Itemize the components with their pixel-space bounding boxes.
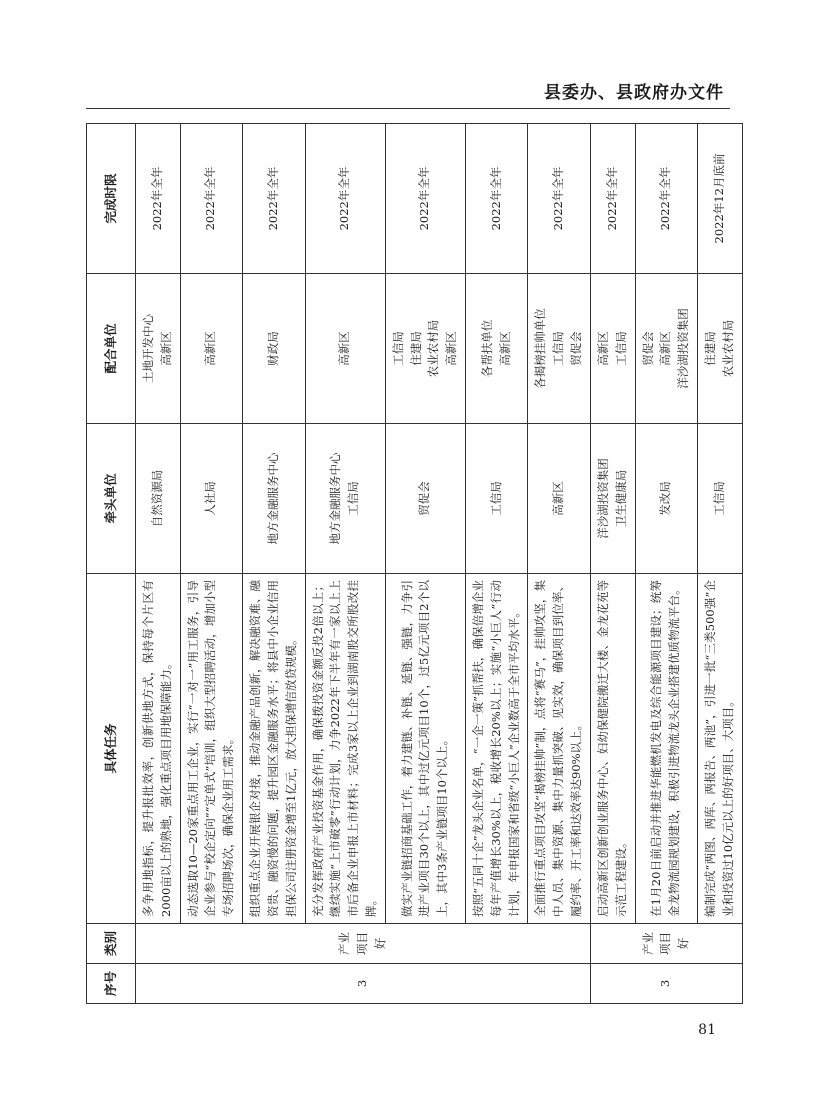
assist-unit-name: 土地开发中心 (141, 314, 155, 383)
lead-unit-name: 自然资源局 (149, 469, 164, 528)
assist-unit-name: 财政局 (265, 331, 280, 366)
assist-unit-cell (136, 274, 181, 424)
assist-unit-name: 高新区 (658, 331, 673, 366)
assist-unit-cell (243, 274, 305, 424)
assist-unit-cell (635, 274, 697, 424)
table-row (305, 124, 385, 1004)
lead-unit-name: 人社局 (203, 481, 218, 516)
assist-unit-name: 住建局 (702, 331, 717, 366)
task-cell: 按照“五同十企”龙头企业名单，“一企一策”抓帮扶，确保倍增企业每年产值增长30%以上，税收增长20%以上；实施“小巨人”行动计划，年申报国家和省级“小巨人”企业数高于全市平均水平。 (466, 574, 528, 924)
assist-unit-name: 贸促会 (569, 331, 584, 366)
lead-unit-name: 工信局 (488, 481, 503, 516)
deadline-cell: 2022年全年 (136, 124, 181, 274)
lead-unit-cell (385, 424, 465, 574)
table-row (697, 124, 742, 1004)
assist-unit-name: 工信局 (551, 331, 566, 366)
lead-unit-cell (180, 424, 242, 574)
assist-unit-name: 各揭榜挂帅单位 (533, 308, 548, 389)
col-header-deadline: 完成时限 (87, 124, 136, 274)
lead-unit-cell (590, 424, 635, 574)
deadline-cell: 2022年12月底前 (697, 124, 742, 274)
table-row (136, 124, 181, 1004)
task-cell: 组织重点企业开展银企对接，推动金融产品创新，解决融资难、融资贵、融资慢的问题，提升园区金融服务水平；将县中小企业信用担保公司注册资金增至1亿元，放大担保增信放贷规模。 (243, 574, 305, 924)
table-row (180, 124, 242, 1004)
table-header-row (87, 124, 136, 1004)
assist-unit-cell (697, 274, 742, 424)
category-cell: 产业项目好 (590, 924, 742, 964)
assist-unit-name: 农业农村局 (720, 319, 735, 378)
task-cell: 在1月20日前启动并推进华能燃机发电及综合能源项目建设；统筹金龙物流园规划建设，积极引进物流龙头企业搭建优质物流平台。 (635, 574, 697, 924)
seq-cell: 3 (590, 964, 742, 1004)
lead-unit-name: 贸促会 (417, 481, 432, 516)
deadline-cell: 2022年全年 (385, 124, 465, 274)
assist-unit-name: 贸促会 (640, 331, 655, 366)
task-cell: 做实产业链招商基础工作，着力建链、补链、延链、强链，力争引进产业项目30个以上，其中过亿元项目10个，过5亿元项目2个以上，其中3条产业链项目10个以上。 (385, 574, 465, 924)
lead-unit-name: 工信局 (711, 481, 726, 516)
lead-unit-cell (243, 424, 305, 574)
deadline-cell: 2022年全年 (635, 124, 697, 274)
task-cell: 启动高新区创新创业服务中心、妇幼保健院搬迁大楼、金龙花苑等示范工程建设。 (590, 574, 635, 924)
page-header-title: 县委办、县政府办文件 (544, 83, 724, 103)
lead-unit-name: 地方金融服务中心 (265, 452, 280, 545)
task-cell: 全面推行重点项目攻坚“揭榜挂帅”制，点将“赛马”，挂帅攻坚，集中人员、集中资源、集中力量抓突破、见实效，确保项目到位率、履约率、开工率和达效率达90%以上。 (528, 574, 590, 924)
task-cell: 编制完成“两图、两库、两报告、两池”，引进一批“三类500强”企业和投资过10亿元以上的好项目、大项目。 (697, 574, 742, 924)
task-cell: 充分发挥政府产业投资基金作用，确保拨投资金额反投2倍以上；继续实施“上市破零”行动计划，力争2022年下半年有一家以上上市后备企业申报上市材料；完成3家以上企业到湖南股交所股改挂牌。 (305, 574, 385, 924)
assist-unit-cell (590, 274, 635, 424)
assist-unit-name: 高新区 (595, 331, 610, 366)
table-row (635, 124, 697, 1004)
deadline-cell: 2022年全年 (528, 124, 590, 274)
assist-unit-name: 高新区 (497, 331, 512, 366)
assist-unit-name: 高新区 (444, 331, 459, 366)
deadline-cell: 2022年全年 (243, 124, 305, 274)
assist-unit-name: 工信局 (613, 331, 628, 366)
lead-unit-cell (528, 424, 590, 574)
lead-unit-cell (635, 424, 697, 574)
lead-unit-cell (697, 424, 742, 574)
deadline-cell: 2022年全年 (180, 124, 242, 274)
assist-unit-cell (180, 274, 242, 424)
task-cell: 动态选取10—20家重点用工企业，实行“一对一”用工服务，引导企业参与“校企定向”“定单式”培训，组织大型招聘活动，增加小型专场招聘场次，确保企业用工需求。 (180, 574, 242, 924)
assist-unit-cell (528, 274, 590, 424)
deadline-cell: 2022年全年 (466, 124, 528, 274)
lead-unit-name: 地方金融服务中心 (328, 452, 343, 545)
task-table (86, 123, 743, 1004)
assist-unit-name: 各帮扶单位 (479, 319, 494, 378)
col-header-assist: 配合单位 (87, 274, 136, 424)
assist-unit-name: 高新区 (158, 331, 173, 366)
task-table-container (86, 124, 735, 1004)
col-header-task: 具体任务 (87, 574, 136, 924)
lead-unit-name: 高新区 (551, 481, 566, 516)
assist-unit-name: 农业农村局 (426, 319, 441, 378)
deadline-cell: 2022年全年 (590, 124, 635, 274)
assist-unit-name: 工信局 (390, 331, 405, 366)
lead-unit-name: 发改局 (658, 481, 673, 516)
lead-unit-name: 卫生健康局 (613, 469, 628, 528)
assist-unit-cell (385, 274, 465, 424)
page-number: 81 (698, 1022, 716, 1038)
lead-unit-name: 洋沙湖投资集团 (595, 458, 610, 539)
assist-unit-name: 高新区 (337, 331, 352, 366)
assist-unit-name: 高新区 (203, 331, 218, 366)
col-header-seq: 序号 (87, 964, 136, 1004)
category-cell: 产业项目好 (136, 924, 591, 964)
deadline-cell: 2022年全年 (305, 124, 385, 274)
table-row (466, 124, 528, 1004)
seq-cell: 3 (136, 964, 591, 1004)
assist-unit-cell (305, 274, 385, 424)
lead-unit-cell (136, 424, 181, 574)
table-row (385, 124, 465, 1004)
lead-unit-cell (466, 424, 528, 574)
assist-unit-name: 住建局 (408, 331, 423, 366)
table-row (590, 124, 635, 1004)
col-header-category: 类别 (87, 924, 136, 964)
header-divider (86, 108, 730, 109)
lead-unit-cell (305, 424, 385, 574)
table-row (528, 124, 590, 1004)
task-cell: 多争用地指标，提升报批效率，创新供地方式，保持每个片区有2000亩以上的熟地，强化重点项目用地保障能力。 (136, 574, 181, 924)
table-row (243, 124, 305, 1004)
assist-unit-cell (466, 274, 528, 424)
col-header-lead: 牵头单位 (87, 424, 136, 574)
lead-unit-name: 工信局 (346, 481, 361, 516)
assist-unit-name: 洋沙湖投资集团 (676, 308, 691, 389)
